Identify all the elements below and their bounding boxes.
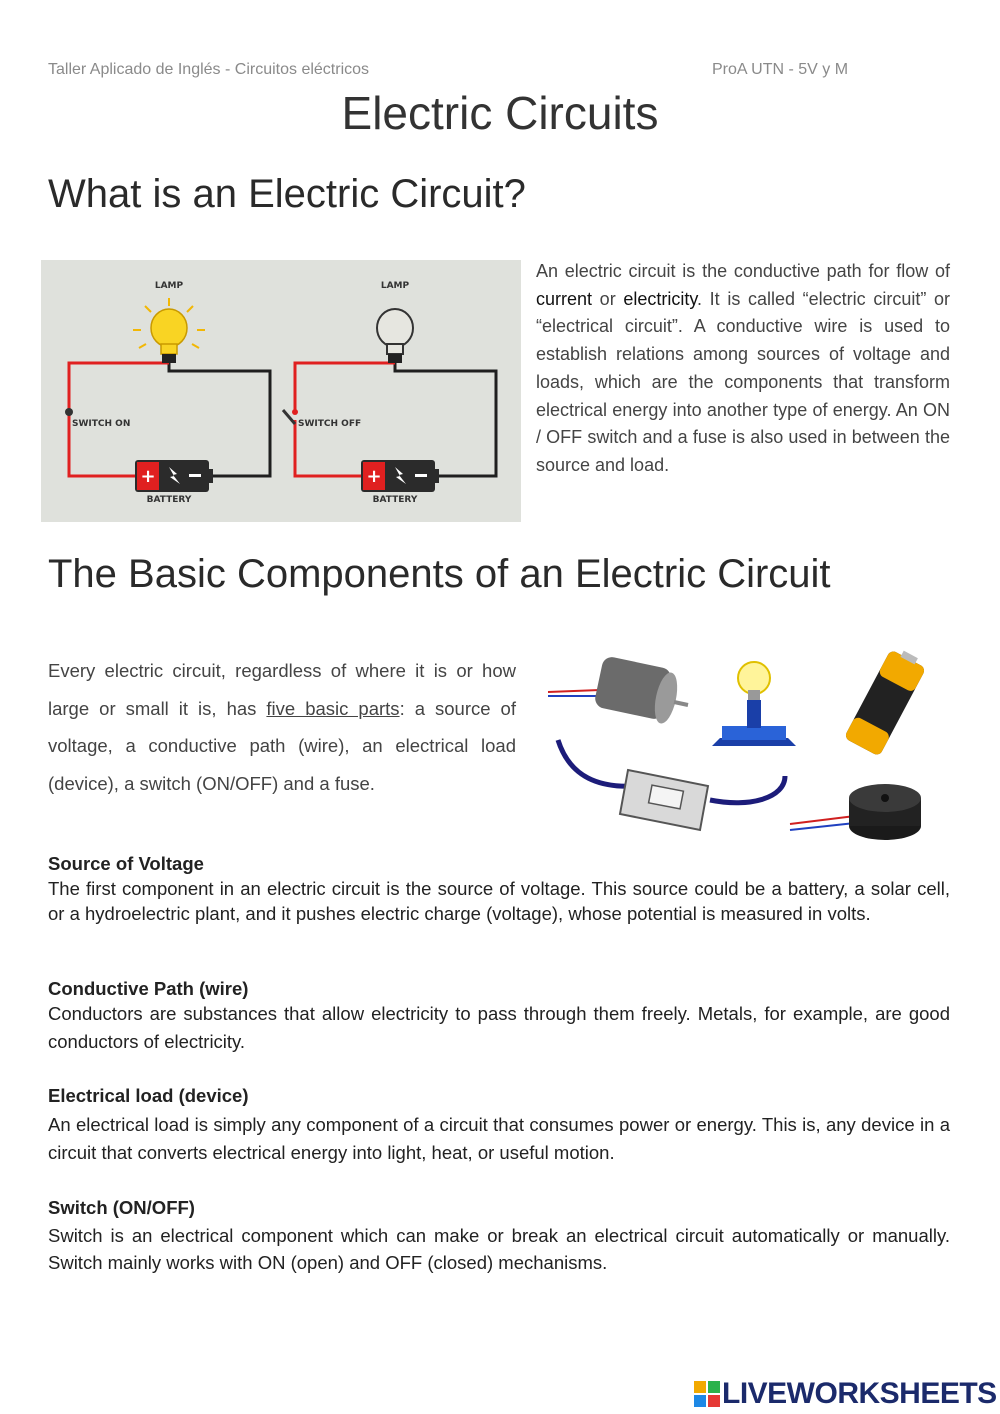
page-title: Electric Circuits bbox=[341, 87, 659, 139]
header-right-text: ProA UTN - 5V y M bbox=[712, 61, 849, 78]
lit-bulb-icon bbox=[133, 298, 205, 363]
svg-text:+: + bbox=[140, 466, 156, 487]
battery-label-left: BATTERY bbox=[146, 495, 192, 505]
intro-text-3: . It is called “electric circuit” or “electrical circuit”. A conductive wire is used to establish relations among sources of voltage and loads, which are the components that transform electrical energy into another type of energy. An ON / OFF switch and a fuse is also used in between the source and load. bbox=[536, 288, 950, 475]
component-title-electrical-load: Electrical load (device) bbox=[48, 1085, 249, 1106]
switch-on-label: SWITCH ON bbox=[72, 419, 131, 429]
section-heading-basic-components: The Basic Components of an Electric Circuit bbox=[48, 552, 831, 596]
battery-icon bbox=[844, 648, 929, 757]
component-title-conductive-path: Conductive Path (wire) bbox=[48, 978, 249, 999]
battery-icon-right bbox=[361, 460, 439, 492]
unlit-bulb-icon bbox=[377, 309, 413, 363]
component-title-switch: Switch (ON/OFF) bbox=[48, 1197, 195, 1218]
component-text-conductive-path: Conductors are substances that allow electricity to pass through them freely. Metals, for example, are good conductors of electricity. bbox=[48, 1003, 950, 1052]
section-heading-what-is: What is an Electric Circuit? bbox=[48, 172, 526, 216]
component-title-source-of-voltage: Source of Voltage bbox=[48, 853, 204, 874]
circuit-illustration bbox=[41, 260, 521, 522]
lamp-label-right: LAMP bbox=[380, 281, 410, 291]
parts-text-1: Every electric circuit, regardless of where it is or how large or small it is, has bbox=[48, 660, 516, 719]
current-term: current bbox=[536, 288, 593, 309]
lamp-label-left: LAMP bbox=[154, 281, 184, 291]
five-basic-parts-link[interactable]: five basic parts bbox=[266, 697, 400, 719]
intro-text-2: or bbox=[592, 288, 624, 309]
liveworksheets-logo-icon bbox=[694, 1381, 720, 1407]
intro-text-1: An electric circuit is the conductive path for flow of bbox=[536, 261, 950, 281]
switch-on-icon bbox=[65, 408, 73, 416]
component-text-source-of-voltage: The first component in an electric circuit is the source of voltage. This source could be a battery, a solar cell, or a hydroelectric plant, and it pushes electric charge (voltage), whose potential is measured in volts. bbox=[48, 878, 950, 924]
battery-label-right: BATTERY bbox=[372, 495, 418, 505]
lamp-icon bbox=[712, 662, 796, 746]
electricity-term: electricity bbox=[623, 288, 698, 309]
svg-text:+: + bbox=[366, 466, 382, 487]
intro-paragraph bbox=[536, 258, 950, 480]
motor-icon bbox=[548, 655, 688, 725]
switch-off-label: SWITCH OFF bbox=[298, 419, 362, 429]
liveworksheets-logo-text: LIVEWORKSHEETS bbox=[722, 1377, 997, 1410]
buzzer-icon bbox=[790, 784, 921, 840]
basic-parts-paragraph bbox=[48, 652, 516, 802]
battery-icon-left bbox=[135, 460, 213, 492]
header-left-text: Taller Aplicado de Inglés - Circuitos eléctricos bbox=[48, 61, 370, 78]
liveworksheets-logo[interactable] bbox=[694, 1374, 997, 1414]
parts-text-2: : a source of voltage, a conductive path (wire), an electrical load (device), a switch (ON/OFF) and a fuse. bbox=[48, 697, 516, 794]
switch-icon bbox=[620, 770, 708, 830]
components-illustration bbox=[540, 648, 940, 848]
component-text-switch: Switch is an electrical component which can make or break an electrical circuit automatically or manually. Switch mainly works with ON (open) and OFF (closed) mechanisms. bbox=[48, 1225, 950, 1273]
component-text-electrical-load: An electrical load is simply any component of a circuit that consumes power or energy. This is, any device in a circuit that converts electrical energy into light, heat, or useful motion. bbox=[48, 1114, 950, 1163]
